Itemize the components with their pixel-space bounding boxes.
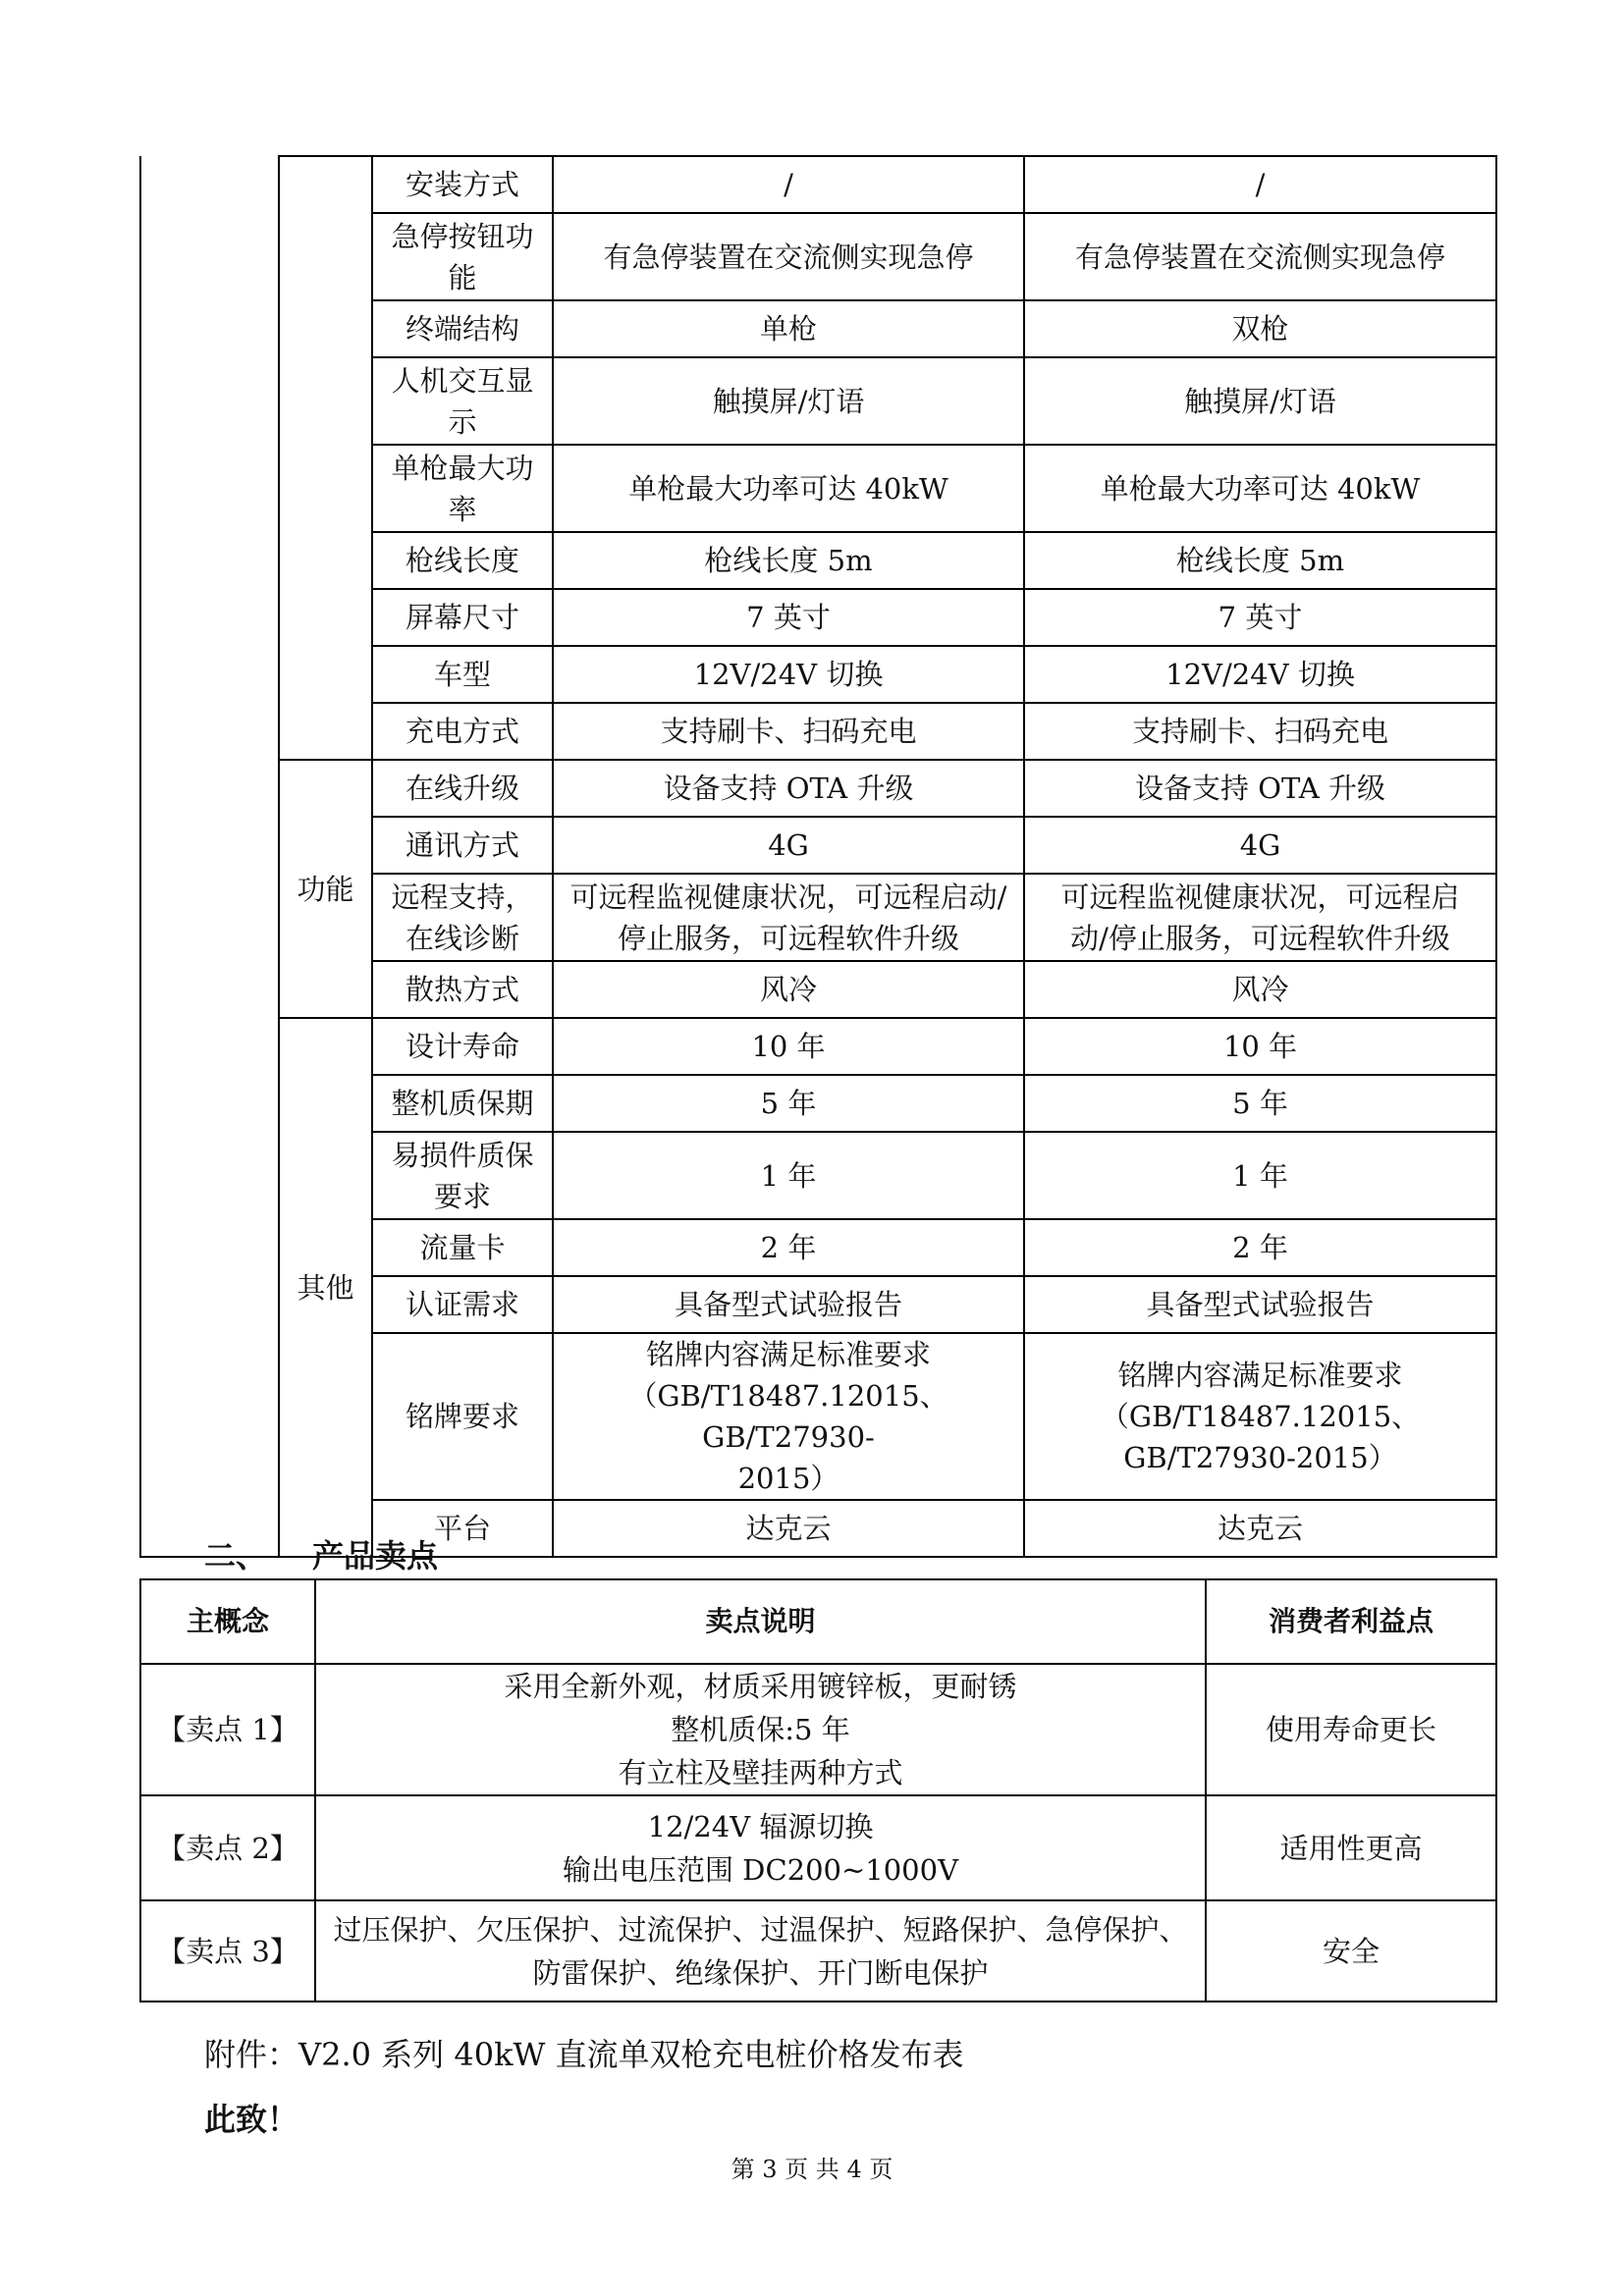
item-cell: 单枪最大功 率: [372, 445, 553, 532]
item-cell: 车型: [372, 646, 553, 703]
header-description: 卖点说明: [315, 1579, 1206, 1664]
description-cell: 过压保护、欠压保护、过流保护、过温保护、短路保护、急停保护、 防雷保护、绝缘保护、开门断电保护: [315, 1900, 1206, 2002]
page-footer: 第 3 页 共 4 页: [731, 2156, 893, 2183]
item-cell: 人机交互显 示: [372, 357, 553, 445]
item-cell: 散热方式: [372, 961, 553, 1018]
single-gun-cell: 可远程监视健康状况，可远程启动/ 停止服务，可远程软件升级: [553, 874, 1024, 961]
double-gun-cell: 枪线长度 5m: [1024, 532, 1496, 589]
single-gun-cell: 5 年: [553, 1075, 1024, 1132]
single-gun-cell: 10 年: [553, 1018, 1024, 1075]
outer-category-cell: [140, 156, 279, 1557]
single-gun-cell: 单枪: [553, 300, 1024, 357]
item-cell: 终端结构: [372, 300, 553, 357]
selling-points-table: [139, 1578, 1497, 2002]
group-label-cell: [279, 156, 372, 760]
section-title: 产品卖点: [312, 1537, 439, 1575]
concept-cell: 【卖点 3】: [140, 1900, 315, 2002]
item-cell: 急停按钮功 能: [372, 213, 553, 300]
double-gun-cell: 1 年: [1024, 1132, 1496, 1219]
table-row: [140, 1795, 1496, 1900]
single-gun-cell: 7 英寸: [553, 589, 1024, 646]
double-gun-cell: 7 英寸: [1024, 589, 1496, 646]
group-label-cell: 其他: [279, 1018, 372, 1557]
single-gun-cell: 具备型式试验报告: [553, 1276, 1024, 1333]
table-row: [140, 1664, 1496, 1795]
benefit-cell: 使用寿命更长: [1206, 1664, 1496, 1795]
table-row: [140, 1900, 1496, 2002]
header-concept: 主概念: [140, 1579, 315, 1664]
table-row: [140, 156, 1496, 213]
double-gun-cell: 2 年: [1024, 1219, 1496, 1276]
item-cell: 枪线长度: [372, 532, 553, 589]
header-benefit: 消费者利益点: [1206, 1579, 1496, 1664]
description-cell: 采用全新外观，材质采用镀锌板，更耐锈 整机质保:5 年 有立柱及壁挂两种方式: [315, 1664, 1206, 1795]
item-cell: 远程支持， 在线诊断: [372, 874, 553, 961]
single-gun-cell: 12V/24V 切换: [553, 646, 1024, 703]
section-heading: [204, 1531, 438, 1576]
double-gun-cell: 风冷: [1024, 961, 1496, 1018]
item-cell: 通讯方式: [372, 817, 553, 874]
single-gun-cell: 设备支持 OTA 升级: [553, 760, 1024, 817]
single-gun-cell: 达克云: [553, 1500, 1024, 1557]
spec-table: [139, 155, 1497, 1558]
concept-cell: 【卖点 2】: [140, 1795, 315, 1900]
single-gun-cell: 有急停装置在交流侧实现急停: [553, 213, 1024, 300]
single-gun-cell: 风冷: [553, 961, 1024, 1018]
table-row: [140, 1018, 1496, 1075]
double-gun-cell: 4G: [1024, 817, 1496, 874]
benefit-cell: 适用性更高: [1206, 1795, 1496, 1900]
item-cell: 流量卡: [372, 1219, 553, 1276]
double-gun-cell: 触摸屏/灯语: [1024, 357, 1496, 445]
double-gun-cell: 12V/24V 切换: [1024, 646, 1496, 703]
single-gun-cell: /: [553, 156, 1024, 213]
item-cell: 认证需求: [372, 1276, 553, 1333]
item-cell: 设计寿命: [372, 1018, 553, 1075]
attachment-note: 附件：V2.0 系列 40kW 直流单双枪充电桩价格发布表: [204, 2036, 964, 2073]
double-gun-cell: 铭牌内容满足标准要求 （GB/T18487.12015、 GB/T27930-2015）: [1024, 1333, 1496, 1500]
item-cell: 屏幕尺寸: [372, 589, 553, 646]
double-gun-cell: 10 年: [1024, 1018, 1496, 1075]
table-header-row: [140, 1579, 1496, 1664]
section-number: 二、: [204, 1537, 268, 1575]
double-gun-cell: 达克云: [1024, 1500, 1496, 1557]
single-gun-cell: 触摸屏/灯语: [553, 357, 1024, 445]
group-label-cell: 功能: [279, 760, 372, 1018]
double-gun-cell: 5 年: [1024, 1075, 1496, 1132]
closing-salutation: 此致！: [204, 2101, 299, 2138]
single-gun-cell: 单枪最大功率可达 40kW: [553, 445, 1024, 532]
concept-cell: 【卖点 1】: [140, 1664, 315, 1795]
double-gun-cell: 具备型式试验报告: [1024, 1276, 1496, 1333]
item-cell: 安装方式: [372, 156, 553, 213]
double-gun-cell: 可远程监视健康状况，可远程启 动/停止服务，可远程软件升级: [1024, 874, 1496, 961]
description-cell: 12/24V 辐源切换 输出电压范围 DC200~1000V: [315, 1795, 1206, 1900]
table-row: [140, 760, 1496, 817]
single-gun-cell: 枪线长度 5m: [553, 532, 1024, 589]
double-gun-cell: 支持刷卡、扫码充电: [1024, 703, 1496, 760]
single-gun-cell: 支持刷卡、扫码充电: [553, 703, 1024, 760]
single-gun-cell: 2 年: [553, 1219, 1024, 1276]
single-gun-cell: 4G: [553, 817, 1024, 874]
double-gun-cell: 单枪最大功率可达 40kW: [1024, 445, 1496, 532]
item-cell: 易损件质保 要求: [372, 1132, 553, 1219]
double-gun-cell: 有急停装置在交流侧实现急停: [1024, 213, 1496, 300]
item-cell: 整机质保期: [372, 1075, 553, 1132]
benefit-cell: 安全: [1206, 1900, 1496, 2002]
item-cell: 充电方式: [372, 703, 553, 760]
item-cell: 平台: [372, 1500, 553, 1557]
single-gun-cell: 铭牌内容满足标准要求 （GB/T18487.12015、GB/T27930- 2015）: [553, 1333, 1024, 1500]
double-gun-cell: /: [1024, 156, 1496, 213]
double-gun-cell: 设备支持 OTA 升级: [1024, 760, 1496, 817]
double-gun-cell: 双枪: [1024, 300, 1496, 357]
single-gun-cell: 1 年: [553, 1132, 1024, 1219]
item-cell: 在线升级: [372, 760, 553, 817]
item-cell: 铭牌要求: [372, 1333, 553, 1500]
